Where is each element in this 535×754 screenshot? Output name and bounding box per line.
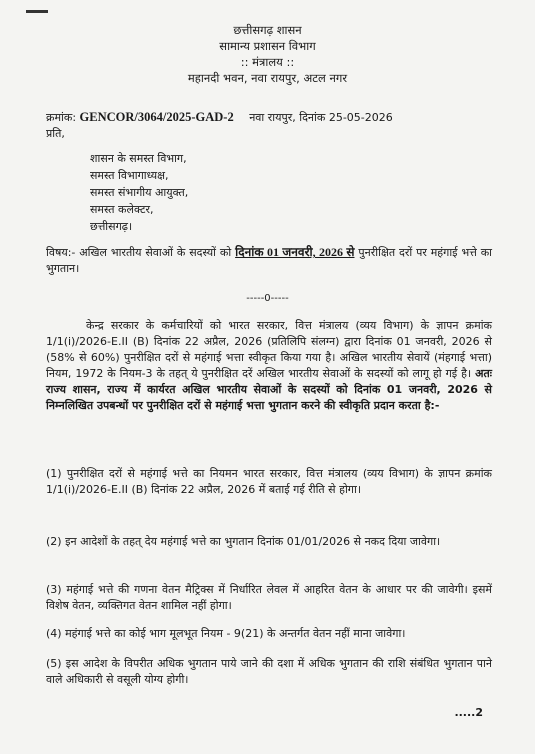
- subject-prefix: विषय:- अखिल भारतीय सेवाओं के सदस्यों को: [46, 246, 232, 259]
- reference-number: GENCOR/3064/2025-GAD-2: [79, 110, 234, 124]
- clause-2: (2) इन आदेशों के तहत् देय महंगाई भत्ते का भुगतान दिनांक 01/01/2026 से नकद दिया जावेगा।: [46, 535, 441, 548]
- clause-4: (4) महंगाई भत्ते का कोई भाग मूलभूत नियम - 9(21) के अन्तर्गत वेतन नहीं माना जावेगा।: [46, 627, 406, 640]
- addressee-item: समस्त संभागीय आयुक्त,: [90, 186, 189, 199]
- addressee-item: शासन के समस्त विभाग,: [90, 152, 187, 165]
- body-paragraph: [46, 318, 492, 414]
- clause-1: (1) पुनरीक्षित दरों से महंगाई भत्ते का नियमन भारत सरकार, वित्त मंत्रालय (व्यय विभाग) के ज्ञापन क्रमांक 1/1(i)/2026-E.II (B) दिनांक 22 अप्रैल, 2026 में बताई गई रीति से होगा।: [46, 467, 492, 496]
- subject-line: [46, 244, 492, 277]
- addressee-item: छत्तीसगढ़।: [90, 220, 133, 233]
- office-address: महानदी भवन, नवा रायपुर, अटल नगर: [187, 71, 348, 85]
- clause-5: (5) इस आदेश के विपरीत अधिक भुगतान पाये जाने की दशा में अधिक भुगतान की राशि संबंधित भुगतान पाने वाले अधिकारी से वसूली योग्य होगी।: [46, 657, 492, 686]
- ministry-label: :: मंत्रालय ::: [240, 55, 295, 69]
- subject-highlight: दिनांक 01 जनवरी, 2026 से: [235, 245, 355, 259]
- addressee-item: समस्त विभागाध्यक्ष,: [90, 169, 169, 182]
- govt-name: छत्तीसगढ़ शासन: [233, 23, 302, 37]
- reference-line: [46, 110, 393, 125]
- body-part2: अतः राज्य शासन, राज्य में कार्यरत अखिल भारतीय सेवाओं के सदस्यों को दिनांक 01 जनवरी, 2026 से निम्नलिखित उपबन्धों पर पुनरीक्षित दरों से महंगाई भत्ता भुगतान करने की स्वीकृति प्रदान करता है:-: [46, 367, 493, 412]
- reference-label: क्रमांक:: [46, 111, 77, 124]
- addressee-item: समस्त कलेक्टर,: [90, 203, 154, 216]
- reference-date: नवा रायपुर, दिनांक 25-05-2026: [249, 111, 393, 124]
- department-name: सामान्य प्रशासन विभाग: [219, 39, 316, 53]
- section-divider: -----0-----: [246, 293, 289, 304]
- addressee-list: [90, 150, 188, 235]
- page-marker: .....2: [454, 706, 483, 719]
- scan-mark: [26, 10, 48, 13]
- body-part1: केन्द्र सरकार के कर्मचारियों को भारत सरकार, वित्त मंत्रालय (व्यय विभाग) के ज्ञापन क्रमांक 1/1(i)/2026-E.II (B) दिनांक 22 अप्रैल, 2026 (प्रतिलिपि संलग्न) द्वारा दिनांक 01 जनवरी, 2026 से (58% से 60%) पुनरीक्षित दरों से महंगाई भत्ता स्वीकृत किया गया है। अखिल भारतीय सेवायें (मंहगाई भत्ता) नियम, 1972 के नियम-3 के तहत् ये पुनरीक्षित दरें अखिल भारतीय सेवाओं के सदस्यों को लागू हो गई है।: [46, 319, 492, 380]
- clause-3: (3) महंगाई भत्ते की गणना वेतन मैट्रिक्स में निर्धारित लेवल में आहरित वेतन के आधार पर की जावेगी। इसमें विशेष वेतन, व्यक्तिगत वेतन शामिल नहीं होगा।: [46, 583, 492, 612]
- subject-suffix: पुनरीक्षित दरों पर महंगाई भत्ते का भुगतान।: [46, 246, 492, 275]
- to-label: प्रति,: [46, 127, 65, 140]
